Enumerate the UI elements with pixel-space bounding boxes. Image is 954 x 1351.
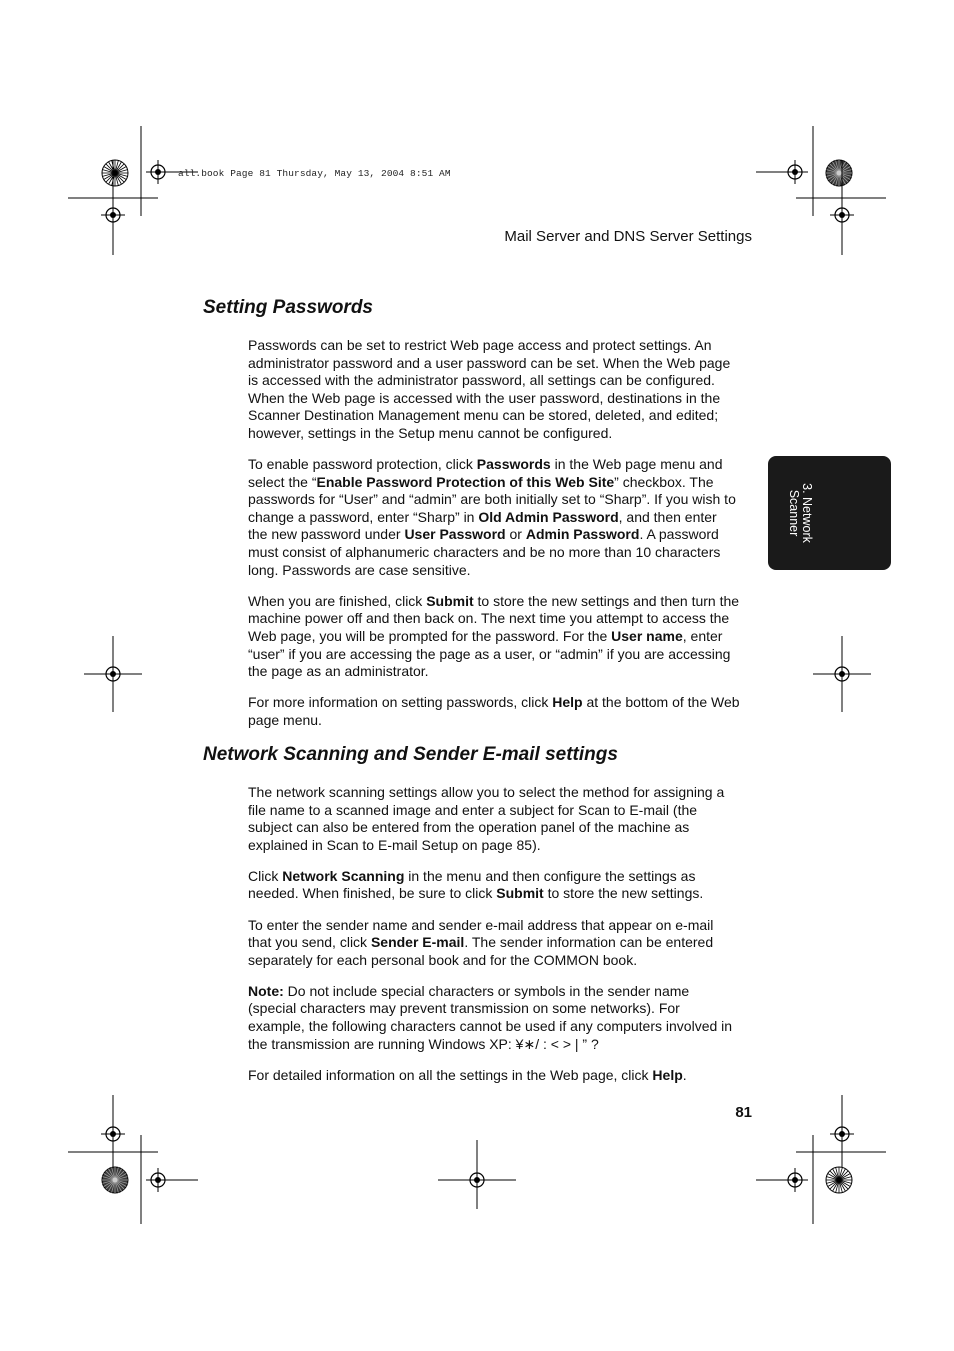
note-label: Note: bbox=[248, 982, 284, 999]
ui-term: Passwords bbox=[476, 456, 551, 473]
text-run: in the menu and then configure the settings as needed. When finished, be sure to click bbox=[248, 867, 696, 902]
text-run: ” checkbox. The passwords for “User” and “admin” are both initially set to “Sharp”. If you wish to change a password, enter “Sharp” in bbox=[248, 473, 736, 525]
ui-term: Admin Password bbox=[525, 526, 640, 543]
section-heading-setting-passwords: Setting Passwords bbox=[203, 297, 373, 318]
running-head: Mail Server and DNS Server Settings bbox=[504, 228, 752, 245]
text-run: in the Web page menu and select the “ bbox=[248, 456, 723, 490]
text-run: to store the new settings. bbox=[543, 885, 704, 902]
text-run: at the bottom of the Web page menu. bbox=[248, 694, 740, 728]
ui-term: Sender E-mail bbox=[370, 934, 465, 951]
paragraph: The network scanning settings allow you to select the method for assigning a file name to a scanned image and enter a subject for Scan to E-mail (the subject can also be entered from the operation panel of the machine as explained in Scan to E-mail Setup on page 85). bbox=[248, 784, 725, 853]
ui-term: Submit bbox=[426, 592, 474, 609]
color-target-center bbox=[837, 171, 842, 176]
color-target-center bbox=[837, 1178, 842, 1183]
page-number: 81 bbox=[735, 1104, 752, 1121]
ui-term: Enable Password Protection of this Web Site bbox=[316, 473, 615, 490]
note-paragraph bbox=[248, 983, 740, 1053]
text-run: For detailed information on all the settings in the Web page, click bbox=[248, 1066, 653, 1083]
chapter-tab bbox=[768, 456, 891, 570]
text-run: , enter “user” if you are accessing the page as a user, or “admin” if you are accessing the page as an administrator. bbox=[248, 627, 731, 680]
text-run: , and then enter the new password under bbox=[248, 508, 717, 543]
section-heading-network-scanning: Network Scanning and Sender E-mail settings bbox=[203, 744, 618, 765]
paragraph bbox=[248, 456, 740, 579]
color-target-center bbox=[113, 1178, 118, 1183]
text-run: Click bbox=[248, 867, 283, 884]
text-run: To enter the sender name and sender e-mail address that appear on e-mail that you send, click bbox=[248, 916, 714, 951]
text-run: . The sender information can be entered separately for each personal book and for the COMMON book. bbox=[248, 934, 714, 968]
chapter-tab-line-2: Scanner bbox=[787, 489, 801, 537]
paragraph bbox=[248, 1067, 740, 1085]
text-run: . A password must consist of alphanumeric characters and be no more than 10 characters long. Passwords are case sensitive. bbox=[248, 526, 721, 578]
paragraph bbox=[248, 593, 740, 681]
text-run: For more information on setting passwords, click bbox=[248, 694, 553, 711]
ui-term: User Password bbox=[404, 526, 506, 543]
print-slug: all.book Page 81 Thursday, May 13, 2004 8:51 AM bbox=[178, 168, 451, 179]
paragraph bbox=[248, 694, 740, 729]
ui-term: Help bbox=[552, 694, 583, 711]
paragraph bbox=[248, 868, 740, 903]
text-run: When you are finished, click bbox=[248, 592, 427, 609]
text-run: Do not include special characters or symbols in the sender name (special characters may prevent transmission on some networks). For example, the following characters cannot be used if any computers involved in the transmission are running Windows XP: ¥∗/ : < > | ” ? bbox=[248, 982, 733, 1052]
ui-term: Network Scanning bbox=[282, 867, 405, 884]
chapter-tab-line-1: 3. Network bbox=[800, 483, 814, 543]
chapter-tab-label bbox=[787, 483, 813, 543]
ui-term: Submit bbox=[496, 885, 544, 902]
ui-term: Old Admin Password bbox=[478, 508, 619, 525]
section-body-setting-passwords bbox=[248, 337, 740, 743]
paragraph bbox=[248, 917, 740, 970]
text-run: To enable password protection, click bbox=[248, 456, 477, 473]
paragraph: Passwords can be set to restrict Web page access and protect settings. An administrator password and a user password can be set. When the Web page is accessed with the administrator password, all settings can be configured. When the Web page is accessed with the user password, destinations in the Scanner Destination Management menu can be stored, deleted, and edited; however, settings in the Setup menu cannot be configured. bbox=[248, 337, 731, 441]
text-run: or bbox=[505, 526, 526, 543]
ui-term: User name bbox=[611, 627, 683, 644]
ui-term: Help bbox=[652, 1066, 683, 1083]
text-run: . bbox=[682, 1066, 687, 1083]
text-run: to store the new settings and then turn the machine power off and then back on. The next time you attempt to access the Web page, you will be prompted for the password. For the bbox=[248, 592, 740, 644]
section-body-network-scanning bbox=[248, 784, 740, 1098]
